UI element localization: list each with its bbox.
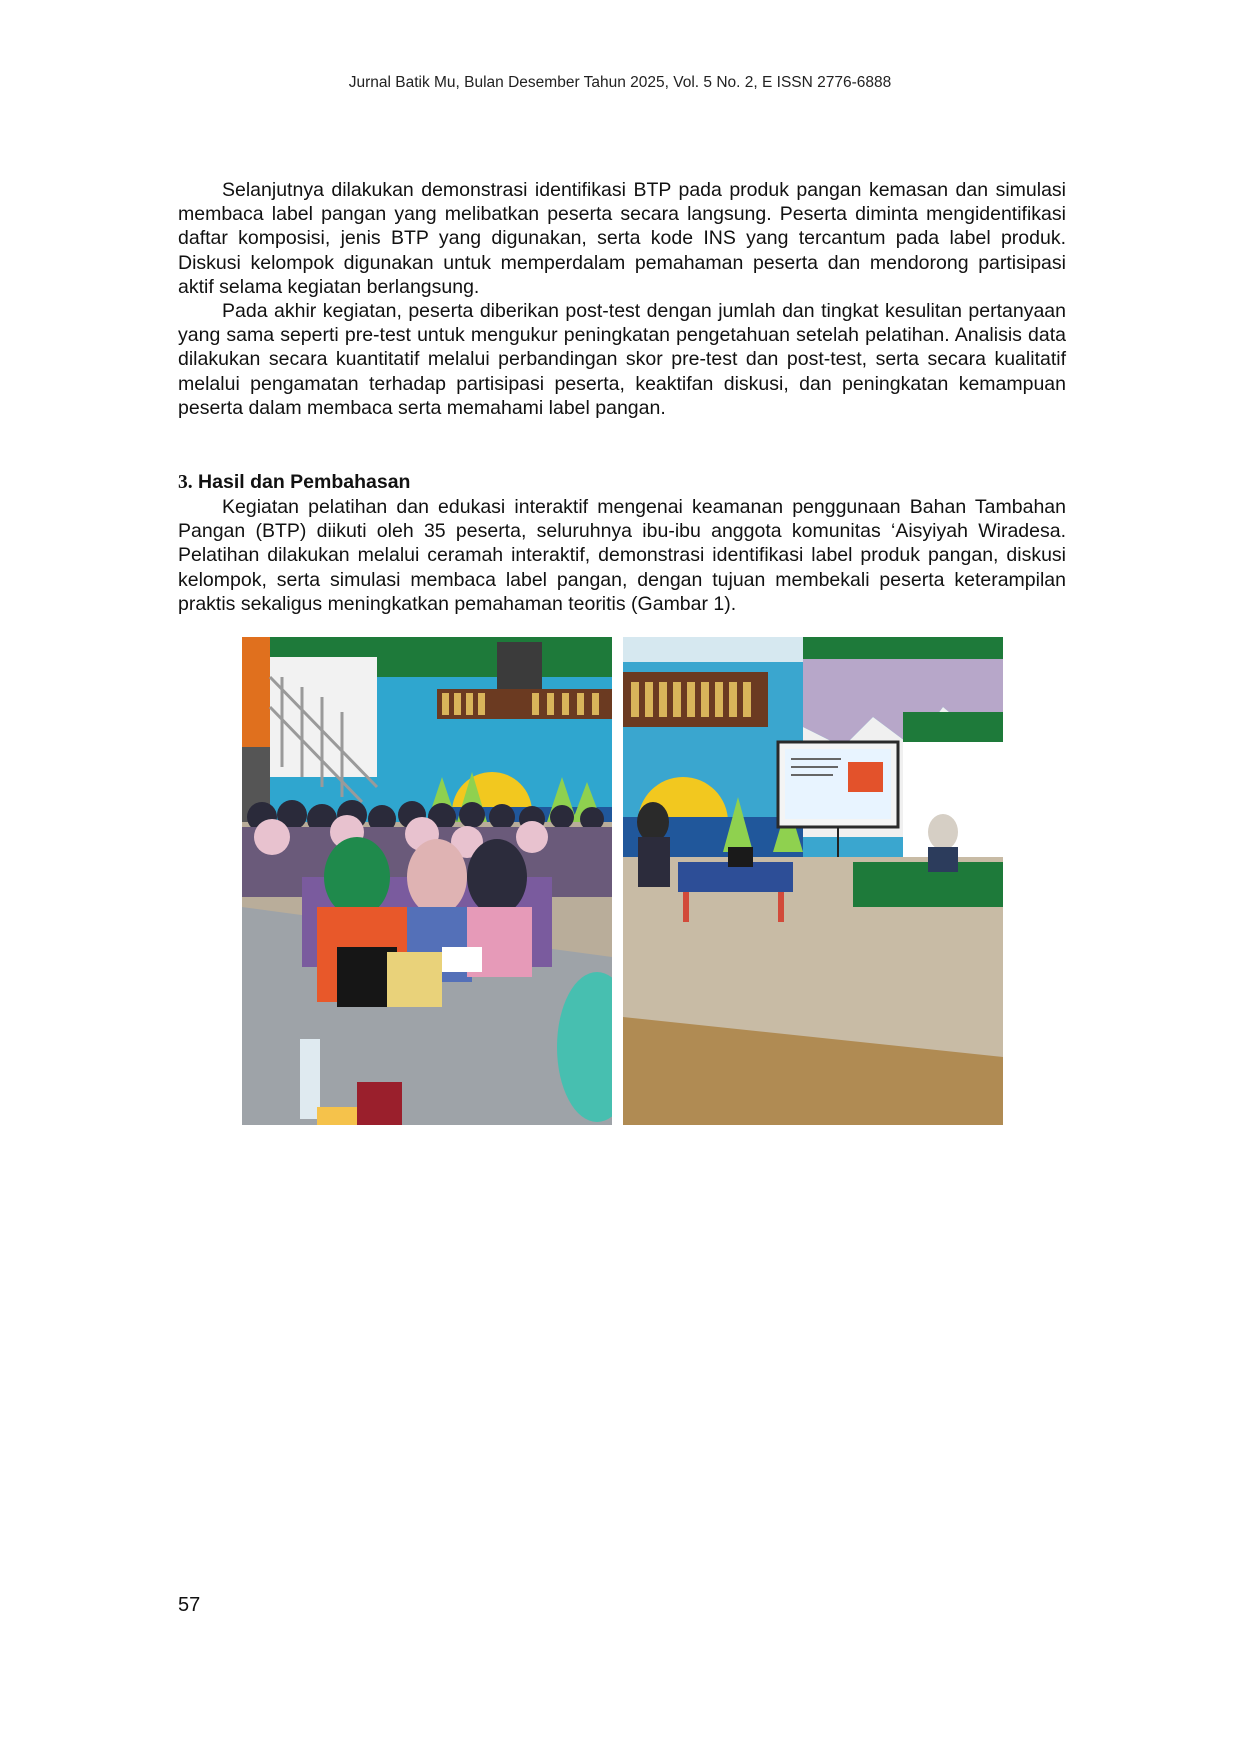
section-number: 3. <box>178 472 193 493</box>
paragraph-demonstration: Selanjutnya dilakukan demonstrasi identifikasi BTP pada produk pangan kemasan dan simulasi membaca label pangan yang melibatkan peserta secara langsung. Peserta diminta mengidentifikasi daftar komposisi, jenis BTP yang digunakan, serta kode INS yang tercantum pada label produk. Diskusi kelompok digunakan untuk memperdalam pemahaman peserta dan mendorong partisipasi aktif selama kegiatan berlangsung. <box>178 179 1066 298</box>
journal-header: Jurnal Batik Mu, Bulan Desember Tahun 2025, Vol. 5 No. 2, E ISSN 2776-6888 <box>348 74 892 91</box>
paragraph-results: Kegiatan pelatihan dan edukasi interaktif mengenai keamanan penggunaan Bahan Tambahan Pangan (BTP) diikuti oleh 35 peserta, seluruhnya ibu-ibu anggota komunitas ‘Aisyiyah Wiradesa. Pelatihan dilakukan melalui ceramah interaktif, demonstrasi identifikasi label produk pangan, diskusi kelompok, serta simulasi membaca label pangan, dengan tujuan membekali peserta keterampilan praktis sekaligus meningkatkan pemahaman teoritis (Gambar 1). <box>178 496 1066 615</box>
section-title: Hasil dan Pembahasan <box>198 471 411 493</box>
photo-participants-seated <box>242 637 612 1125</box>
results-section <box>178 470 1066 616</box>
photo-presentation-room <box>623 637 1003 1125</box>
page-number: 57 <box>178 1594 201 1616</box>
section-heading <box>178 470 1066 495</box>
paragraph-post-test: Pada akhir kegiatan, peserta diberikan post-test dengan jumlah dan tingkat kesulitan pertanyaan yang sama seperti pre-test untuk mengukur peningkatan pengetahuan setelah pelatihan. Analisis data dilakukan secara kuantitatif melalui perbandingan skor pre-test dan post-test, serta secara kualitatif melalui pengamatan terhadap partisipasi peserta, keaktifan diskusi, dan peningkatan kemampuan peserta dalam membaca serta memahami label pangan. <box>178 300 1066 419</box>
intro-paragraphs <box>178 178 1066 420</box>
